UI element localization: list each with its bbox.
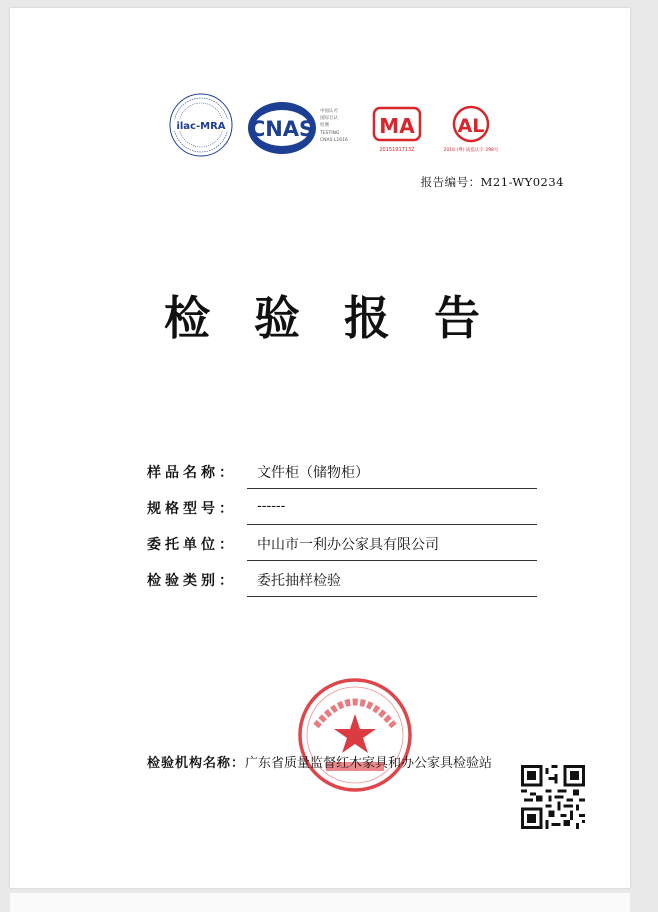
inspection-institution	[147, 752, 492, 771]
field-value: 中山市一利办公家具有限公司	[257, 537, 439, 553]
cnas-small-2: 国际互认	[320, 116, 338, 121]
report-number-label: 报告编号：	[420, 175, 481, 189]
cma-no: 2015191713Z	[379, 147, 415, 153]
cal-logo	[438, 104, 504, 156]
cnas-testing: TESTING	[320, 131, 340, 136]
official-seal	[296, 676, 414, 794]
cnas-small-3: 检测	[320, 123, 329, 128]
field-label: 规格型号：	[147, 501, 237, 517]
cnas-small-1: 中国认可	[320, 109, 338, 114]
field-value: 文件柜（储物柜）	[257, 465, 369, 481]
field-label: 委托单位：	[147, 537, 237, 553]
field-value: 委托抽样检验	[257, 573, 341, 589]
field-underline	[247, 488, 537, 489]
field-inspection-type	[147, 570, 537, 594]
field-client	[147, 534, 537, 558]
cnas-no: CNAS L1616	[320, 138, 348, 143]
cma-text: MA	[379, 114, 415, 138]
qr-code-icon	[521, 765, 585, 829]
cnas-text: CNAS	[249, 117, 315, 141]
cma-logo	[368, 104, 428, 156]
institution-name: 广东省质量监督红木家具和办公家具检验站	[245, 756, 493, 771]
institution-label: 检验机构名称：	[147, 756, 246, 771]
field-underline	[247, 560, 537, 561]
field-label: 样品名称：	[147, 465, 237, 481]
cal-no: 2018 (粤) 质监认字 298号	[443, 148, 499, 153]
ilac-text: ilac-MRA	[176, 121, 226, 132]
field-model	[147, 498, 537, 522]
report-number	[421, 174, 564, 190]
ilac-mra-logo	[168, 92, 234, 158]
page-title: 检 验 报 告	[163, 291, 495, 345]
cnas-logo	[246, 100, 356, 156]
field-sample-name	[147, 462, 537, 486]
next-page-edge	[10, 893, 630, 912]
cal-text: AL	[457, 115, 485, 137]
field-value: ------	[257, 498, 286, 514]
field-underline	[247, 596, 537, 597]
field-underline	[247, 524, 537, 525]
field-label: 检验类别：	[147, 573, 237, 589]
report-number-value: M21-WY0234	[480, 175, 564, 189]
